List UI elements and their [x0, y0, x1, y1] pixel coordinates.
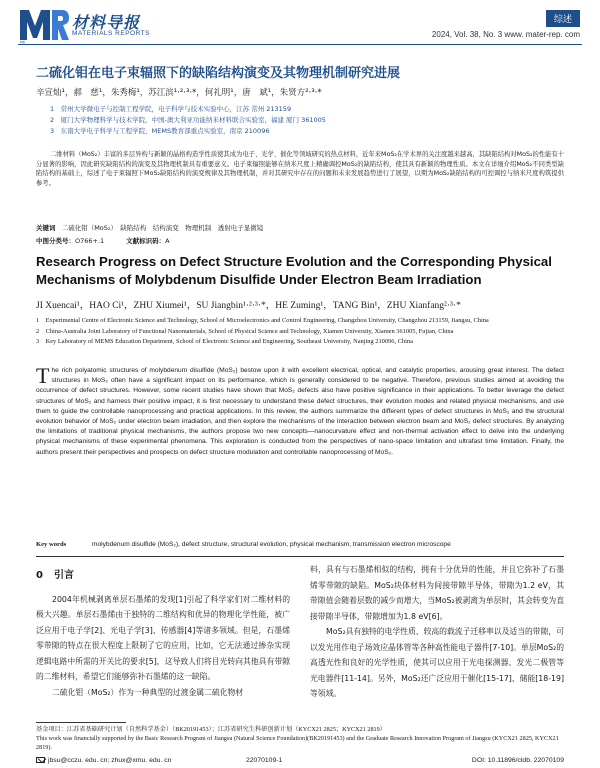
classification-cn [36, 236, 564, 245]
body-column-right [310, 562, 564, 702]
affiliation-cn: 3 东南大学电子科学与工程学院，MEMS教育部重点实验室，南京 210096 [50, 127, 270, 135]
section-badge: 综述 [546, 10, 580, 27]
body-paragraph: 料，具有与石墨烯相似的结构，拥有十分优异的性能，并且它弥补了石墨烯零带隙的缺陷。MoS₂块体材料为间接带隙半导体，带隙为1.2 eV，其带隙值会随着层数的减少而增大，当MoS₂被剥离为单层时，其会转变为直接带隙半导体，带隙增加为1.8 eV[6]。 [310, 565, 564, 621]
affiliation-cn: 2 厦门大学物理科学与技术学院，中国-澳大利亚功能纳米材料联合实验室，福建 厦门 361005 [50, 116, 326, 124]
body-column-left [36, 562, 290, 700]
affiliation-en: 1 Experimental Centre of Electronic Science and Technology, School of Microelectronics and Control Engineering, Changzhou University, Changzhou 213159, Jiangsu, China [36, 317, 489, 324]
page-id: 22070109-1 [246, 757, 283, 764]
abstract-en-text: he rich polyatomic structures of molybdenum disulfide (MoS₂) bestow upon it with excellent electrical, optical, and catalytic properties, arousing great interest. The defect structures in MoS₂ often have a significant impact on its performance, which is generally considered to be negative. Therefore, previous studies aimed at avoiding the occurrence of defect structures. However, some recent studies have shown that MoS₂ defects also have positive significance in their applications. To better leverage the defect structures of MoS₂ and harness their positive impact, it is first necessary to understand these defect structures, their evolution modes and related physical mechanisms, and use them to guide the controllable nanoprocessing and practical applications. In this review, the authors summarize the different types of defect structures in MoS₂ and the structural evolution behavior of MoS₂ under electron beam irradiation, and then explore the mechanisms of the interaction between electron beam and MoS₂ defect structures. By analyzing the limitations of traditional physical mechanisms, the authors propose two new concepts—nanocurvature effect and non-thermal activation effect to delve into the underlying physical mechanisms of these experimental phenomena. This exploration is conducted from the perspectives of nano-space limitation and ultrafast time limitation. Finally, the authors present their perspectives and prospects on defect structure modulation and controllable nanoprocessing of MoS₂. [36, 367, 564, 456]
issue-info: 2024, Vol. 38, No. 3 www. mater-rep. com [431, 30, 580, 39]
journal-logo [18, 4, 70, 44]
email-link[interactable]: zhux@xmu. edu. cn [111, 757, 172, 764]
journal-name-cn: 材料导报 [72, 13, 141, 32]
affiliations-en [36, 316, 564, 348]
doi-link[interactable]: DOI: 10.11896/cldb. 22070109 [471, 757, 564, 764]
header-divider [18, 44, 582, 45]
keywords-en-label: Key words [36, 541, 67, 548]
body-paragraph: MoS₂具有独特的电学性质、较高的载流子迁移率以及适当的带隙，可以发光用作电子场效应晶体管等各种高性能电子器件[7-10]。单层MoS₂的高透光性和良好的光学性质，使其可以应用于光电探测器、发光二极管等光电器件[11-14]。另外，MoS₂还广泛应用于催化[15-17]、储能[18-19]等领域。 [310, 627, 564, 698]
doc-code-label: 文献标识码： [126, 237, 166, 245]
keywords-en-values: molybdenum disulfide (MoS₂), defect structure, structural evolution, physical mechanism, transmission electron microscope [92, 541, 451, 548]
clc-label: 中图分类号： [36, 237, 75, 245]
clc-value: O766+.1 [75, 237, 105, 245]
funding-note [36, 725, 564, 752]
title-cn: 二硫化钼在电子束辐照下的缺陷结构演变及其物理机制研究进展 [36, 66, 401, 81]
abstract-en [36, 363, 564, 458]
authors-cn: 辛宣灿¹，郝 慈¹，朱秀梅¹，苏江滨¹·²·³·*，何礼明¹，唐 斌¹，朱贤方²·³·* [36, 88, 322, 98]
body-paragraph: 二硫化钼（MoS₂）作为一种典型的过渡金属二硫化物材 [52, 687, 244, 697]
svg-text:MR: MR [20, 40, 25, 44]
keywords-en [36, 541, 564, 548]
keywords-cn-values: 二硫化钼（MoS₂） 缺陷结构 结构演变 物理机制 透射电子显微镜 [61, 224, 264, 232]
title-en: Research Progress on Defect Structure Evolution and the Corresponding Physical Mechanisms of Molybdenum Disulfide Under Electron Beam Irradiation [36, 254, 552, 287]
section-title: 引言 [54, 570, 74, 581]
journal-header [0, 0, 600, 50]
abstract-cn: 二维材料（MoS₂）丰富的多层异构与新颖的晶格构造学性质使其成为电子、光学、催化等领域研究的热点材料，近年来MoS₂在学术界的关注度越来越高，其缺陷结构对MoS₂的性能有十分显著的影响，因此研究缺陷结构的演变及其物理机制具有重要意义。电子束辐照能够在纳米尺度上精确调控MoS₂的缺陷结构，使其具有新颖的物理性质。本文在详细介绍MoS₂不同类型缺陷结构的基础上，综述了电子束辐照下MoS₂缺陷结构的演变规律及其物理机制，并对其研究中存在的问题和未来发展趋势进行了展望，以期为MoS₂缺陷结构的可控调控与纳米尺度构筑提供参考。 [36, 151, 564, 187]
page-footer: jbsu@cczu. edu. cn; zhux@xmu. edu. cn 22070109-1 DOI: 10.11896/cldb. 22070109 [36, 757, 564, 764]
keywords-cn [36, 223, 564, 232]
funding-cn: 基金项目：江苏省基础研究计划（自然科学基金）（BK20191453）；江苏省研究生科研创新计划（KYCX21 2825；KYCX21 2819） [36, 726, 386, 733]
affiliation-en: 3 Key Laboratory of MEMS Education Department, School of Electronic Science and Engineering, Southeast University, Nanjing 210096, China [36, 338, 413, 345]
affiliations-cn [50, 104, 564, 137]
email-link[interactable]: jbsu@cczu. edu. cn [48, 757, 108, 764]
doc-code-value: A [165, 237, 170, 245]
footnote-divider [36, 722, 126, 723]
body-paragraph: 2004年机械剥离单层石墨烯的发现[1]引起了科学家们对二维材料的极大兴趣。单层石墨烯由于独特的二维结构和优异的物理化学性能，被广泛应用于电子学[2]、光电子学[3]、传感器[4]等诸多领域。但是，石墨烯零带隙的特点在很大程度上限制了它的应用，比如，它无法通过掺杂实现逻辑电路中所需的开关比的要求[5]，这导致人们将目光转向其他具有带隙的二维材料，希望它们能够弥补石墨烯的这一缺陷。 [36, 594, 290, 681]
section-heading [36, 568, 290, 584]
section-number: 0 [36, 570, 43, 581]
email-icon [36, 757, 45, 763]
abstract-divider [36, 556, 564, 557]
affiliation-en: 2 China-Australia Joint Laboratory of Functional Nanomaterials, School of Physical Science and Technology, Xiamen University, Xiamen 361005, Fujian, China [36, 327, 454, 335]
authors-en: JI Xuencai¹，HAO Ci¹，ZHU Xiumei¹，SU Jiangbin¹·²·³·*，HE Zuming¹，TANG Bin¹，ZHU Xianfang²·³·* [36, 301, 461, 311]
keywords-cn-label: 关键词 [36, 224, 56, 232]
abstract-dropcap: T [36, 363, 50, 388]
affiliation-cn: 1 常州大学微电子与控制工程学院，电子科学与技术实验中心，江苏 常州 213159 [50, 105, 292, 113]
funding-en: This work was financially supported by the Basic Research Program of Jiangsu (Natural Science Foundation)(BK20191453) and the Graduate Research Innovation Program of Jiangsu (KYCX21 2825, KYCX21 2819). [36, 735, 559, 751]
journal-name-en: MATERIALS REPORTS [72, 30, 150, 37]
